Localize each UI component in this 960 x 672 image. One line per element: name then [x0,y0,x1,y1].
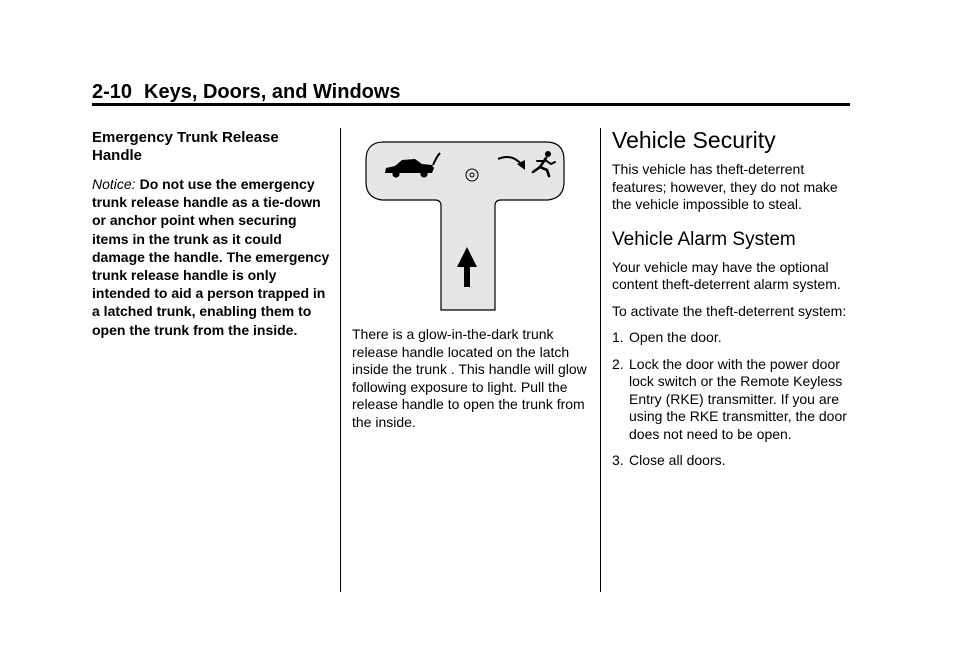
list-item: 1. Open the door. [612,329,722,345]
page-header [92,80,850,104]
notice-paragraph [92,175,332,339]
column-divider-left [340,128,341,592]
list-item: 2. Lock the door with the power door lock switch or the Remote Keyless Entry (RKE) transmitter. If you are using the RKE transmitter, the door does not need to be open. [612,355,847,442]
trunk-release-handle-icon [362,140,568,312]
left-column [92,129,332,339]
notice-label: Notice: [92,176,136,192]
section-title: Keys, Doors, and Windows [144,81,401,103]
notice-text: Do not use the emergency trunk release handle as a tie-down or anchor point when securing items in the trunk as it could damage the handle. The emergency trunk release handle is only intended to aid a person trapped in a latched trunk, enabling them to open the trunk from the inside. [92,176,330,338]
security-intro: This vehicle has theft-deterrent features; however, they do not make the vehicle impossible to steal. [612,161,838,212]
column-divider-right [600,128,601,592]
header-rule [92,103,850,106]
middle-column [352,140,590,440]
vehicle-security-title: Vehicle Security [612,127,776,153]
glow-handle-paragraph: There is a glow-in-the-dark trunk release handle located on the latch inside the trunk . This handle will glow following exposure to light. Pull the release handle to open the trunk from the inside. [352,326,587,430]
list-item: 3. Close all doors. [612,452,726,468]
alarm-paragraph-2: To activate the theft-deterrent system: [612,302,847,319]
page-number: 2-10 [92,81,133,103]
trunk-release-heading: Emergency Trunk Release Handle [92,129,279,164]
alarm-paragraph-1: Your vehicle may have the optional content theft-deterrent alarm system. [612,258,841,292]
activation-steps [612,329,858,470]
alarm-system-heading: Vehicle Alarm System [612,228,796,250]
right-column [612,126,858,479]
